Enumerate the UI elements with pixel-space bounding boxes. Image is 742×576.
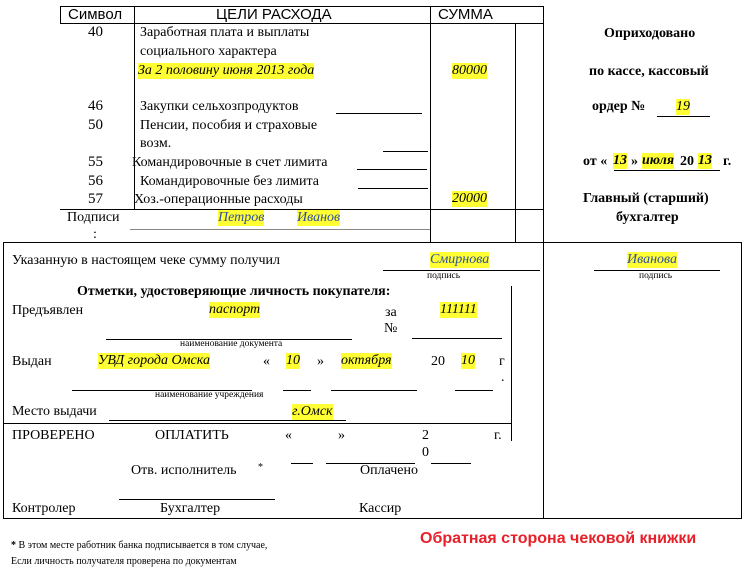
- received-text: Указанную в настоящем чеке сумму получил: [12, 253, 280, 268]
- footnote-text-2: Если личность получателя проверена по документам: [11, 556, 237, 567]
- page-caption: Обратная сторона чековой книжки: [420, 530, 697, 547]
- posted-month-field[interactable]: июля: [642, 153, 675, 168]
- document-caption: наименование документа: [180, 339, 283, 349]
- chief-accountant-label: Главный (старший): [583, 191, 709, 206]
- col-purpose-header: ЦЕЛИ РАСХОДА: [216, 6, 332, 23]
- paid-label: Оплачено: [360, 463, 418, 478]
- right-signature-caption: подпись: [639, 271, 673, 281]
- date-year-prefix: 20: [680, 154, 694, 169]
- posted-day-field[interactable]: 13: [613, 153, 627, 168]
- row-text: Командировочные в счет лимита: [132, 155, 328, 170]
- quote-open: «: [263, 354, 270, 369]
- date-mid: »: [631, 154, 638, 169]
- pay-label: ОПЛАТИТЬ: [155, 428, 229, 443]
- posted-label-2: по кассе, кассовый: [589, 64, 709, 79]
- pay-year-2: 2: [422, 428, 429, 443]
- footnote-1: [11, 540, 267, 551]
- issue-month-field[interactable]: октября: [341, 353, 392, 368]
- signature-field-2[interactable]: Иванов: [297, 210, 341, 225]
- row-code: 55: [88, 154, 103, 170]
- executor-star: *: [258, 462, 263, 473]
- chief-accountant-label-2: бухгалтер: [616, 210, 679, 225]
- issue-place-field[interactable]: г.Омск: [292, 404, 333, 419]
- row-text: возм.: [140, 136, 172, 151]
- signature-field-1[interactable]: Петров: [218, 210, 265, 225]
- right-signature-field[interactable]: Иванова: [627, 252, 678, 267]
- issue-day-field[interactable]: 10: [286, 353, 300, 368]
- document-number-field[interactable]: 111111: [440, 302, 477, 317]
- pay-quote-close: »: [338, 428, 345, 443]
- signatures-colon: :: [93, 227, 97, 242]
- accountant-label: Бухгалтер: [160, 501, 221, 516]
- row-code: 56: [88, 173, 103, 189]
- order-label: ордер №: [592, 99, 646, 114]
- year-dot: .: [501, 370, 505, 385]
- row-text: Заработная плата и выплаты: [140, 25, 310, 40]
- number-label: №: [384, 321, 398, 336]
- year-prefix: 20: [431, 354, 445, 369]
- signatures-label: Подписи: [67, 210, 120, 225]
- identity-title: Отметки, удостоверяющие личность покупателя:: [77, 284, 391, 299]
- date-suffix: г.: [723, 154, 732, 169]
- receiver-signature-field[interactable]: Смирнова: [430, 252, 490, 267]
- quote-close: »: [317, 354, 324, 369]
- posted-year-field[interactable]: 13: [698, 153, 712, 168]
- row-text: Пенсии, пособия и страховые: [140, 118, 318, 133]
- col-amount-header: СУММА: [438, 6, 493, 23]
- issuer-caption: наименование учреждения: [155, 390, 264, 400]
- row-text: Закупки сельхозпродуктов: [140, 99, 299, 114]
- date-from-label: от «: [583, 154, 608, 169]
- place-label: Место выдачи: [12, 404, 97, 419]
- footnote-star: *: [11, 540, 16, 551]
- col-symbol-header: Символ: [68, 6, 123, 23]
- cashier-label: Кассир: [359, 501, 402, 516]
- row-code: 46: [88, 98, 103, 114]
- footnote-text-1: В этом месте работник банка подписывается в том случае,: [16, 540, 268, 551]
- issued-label: Выдан: [12, 354, 52, 369]
- za-label: за: [385, 305, 397, 320]
- document-type-field[interactable]: паспорт: [209, 302, 261, 317]
- posted-label: Оприходовано: [604, 26, 696, 41]
- row-text: Командировочные без лимита: [140, 174, 319, 189]
- checked-label: ПРОВЕРЕНО: [12, 428, 95, 443]
- pay-quote-open: «: [285, 428, 292, 443]
- presented-label: Предъявлен: [12, 303, 84, 318]
- row-text: социального характера: [140, 44, 277, 59]
- executor-label: Отв. исполнитель: [131, 463, 237, 478]
- row-code: 40: [88, 24, 103, 40]
- pay-year-0: 0: [422, 445, 429, 460]
- year-suffix: г: [499, 354, 505, 369]
- controller-label: Контролер: [12, 501, 76, 516]
- row-code: 50: [88, 117, 103, 133]
- order-number-field[interactable]: 19: [676, 99, 690, 114]
- issue-year-field[interactable]: 10: [461, 353, 475, 368]
- row-code: 57: [88, 191, 103, 207]
- row40-amount-field[interactable]: 80000: [452, 63, 487, 78]
- row40-detail-field[interactable]: За 2 половину июня 2013 года: [138, 63, 315, 78]
- issuer-field[interactable]: УВД города Омска: [98, 353, 210, 368]
- row-text: Хоз.-операционные расходы: [134, 192, 303, 207]
- row57-amount-field[interactable]: 20000: [452, 191, 487, 206]
- pay-year-suffix: г.: [494, 428, 502, 443]
- signature-caption: подпись: [427, 271, 461, 281]
